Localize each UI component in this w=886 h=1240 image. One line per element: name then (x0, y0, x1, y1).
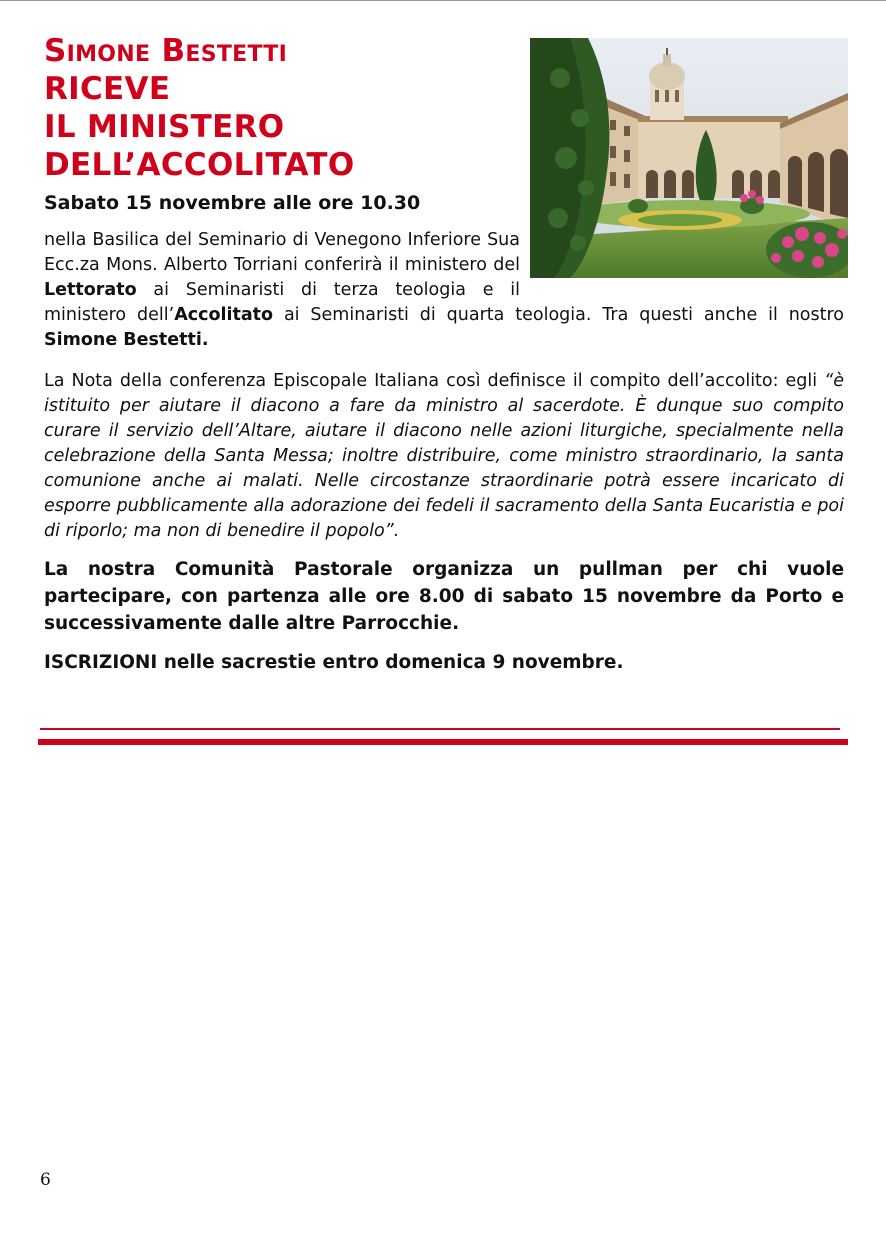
title-line-name: Simone Bestetti (44, 33, 288, 69)
event-date-subtitle: Sabato 15 novembre alle ore 10.30 (44, 192, 421, 214)
article-body (44, 228, 844, 676)
separator-thick-line (38, 739, 848, 745)
page-top-rule (0, 0, 886, 1)
p1-lettorato: Lettorato (44, 280, 137, 300)
article-title (44, 32, 524, 184)
p1-text-a: nella Basilica del Seminario di Venegono Inferiore Sua Ecc.za Mons. Alberto Torriani conferirà il ministero del (44, 230, 520, 275)
title-line-acolyte: DELL’ACCOLITATO (44, 147, 355, 183)
paragraph-registration: ISCRIZIONI nelle sacrestie entro domenica 9 novembre. (44, 652, 624, 673)
p1-simone-bestetti: Simone Bestetti. (44, 330, 209, 350)
p2-intro: La Nota della conferenza Episcopale Italiana così definisce il compito dell’accolito: egli (44, 371, 825, 391)
p1-accolitato: Accolitato (174, 305, 274, 325)
title-line-receives: RICEVE (44, 71, 171, 107)
p1-text-e: ai Seminaristi di quarta teologia. Tra questi anche il nostro (273, 305, 845, 325)
paragraph-cei-note (44, 369, 844, 544)
photo-wrap-spacer (526, 228, 844, 280)
title-line-ministry: IL MINISTERO (44, 109, 285, 145)
page-number: 6 (40, 1170, 51, 1190)
p1-text-c: ai Seminaristi di terza teologia e il ministero dell’ (44, 280, 520, 325)
paragraph-bus-trip: La nostra Comunità Pastorale organizza un pullman per chi vuole partecipare, con partenza alle ore 8.00 di sabato 15 novembre da Porto e successivamente dalle altre Parrocchie. (44, 559, 844, 634)
separator-thin-line (40, 728, 840, 730)
p2-quote: “è istituito per aiutare il diacono a fare da ministro al sacerdote. È dunque suo compito curare il servizio dell’Altare, aiutare il diacono nelle azioni liturgiche, specialmente nella celebrazione della Santa Messa; inoltre distribuire, come ministro straordinario, la santa comunione anche ai malati. Nelle circostanze straordinarie potrà essere incaricato di esporre pubblicamente alla adorazione dei fedeli il sacramento della Santa Eucaristia e poi di riporlo; ma non di benedire il popolo”. (44, 371, 844, 541)
